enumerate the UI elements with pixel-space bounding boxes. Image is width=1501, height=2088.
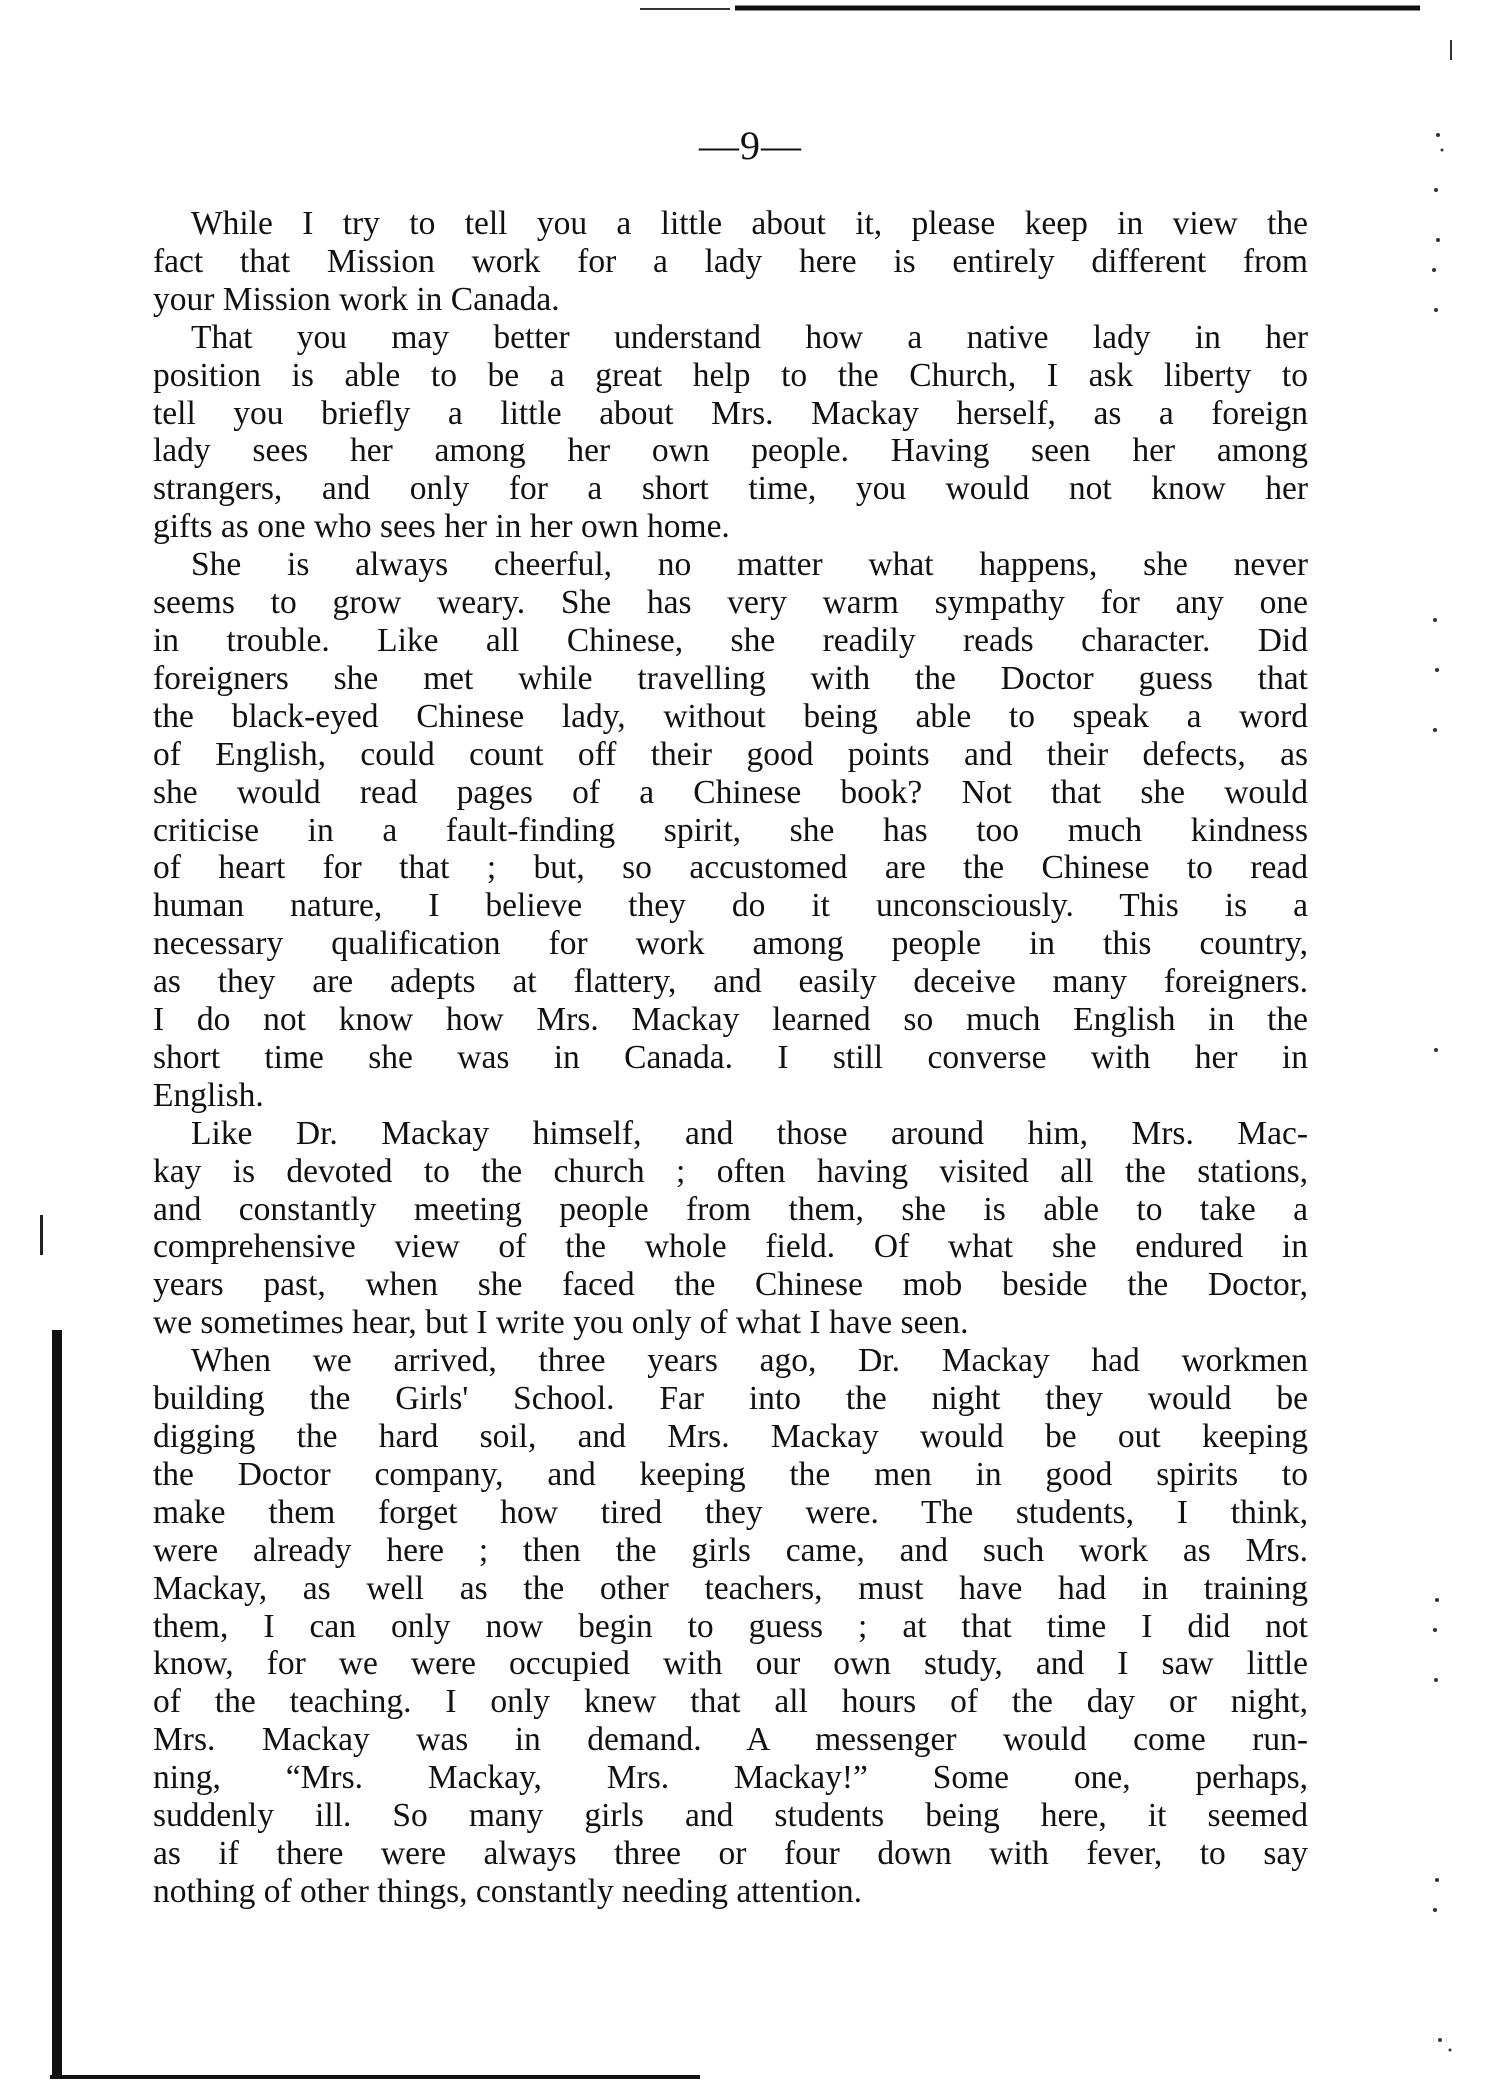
paragraph (153, 1115, 1308, 1342)
text-line: She is always cheerful, no matter what happens, she never (191, 546, 1308, 584)
text-line: comprehensive view of the whole field. Of what she endured in (153, 1228, 1308, 1266)
paragraph (153, 205, 1308, 319)
top-rule (640, 4, 1420, 12)
text-line: criticise in a fault-finding spirit, she has too much kindness (153, 811, 1308, 849)
text-line: Mackay, as well as the other teachers, must have had in training (153, 1569, 1308, 1607)
page-number: —9— (699, 123, 802, 168)
bottom-rule (50, 2072, 700, 2082)
text-line: building the Girls' School. Far into the night they would be (153, 1380, 1308, 1418)
margin-specks (1420, 40, 1500, 2080)
text-line: tell you briefly a little about Mrs. Mackay herself, as a foreign (153, 394, 1308, 432)
paragraph (153, 1342, 1308, 1911)
text-line: necessary qualification for work among people in this country, (153, 925, 1308, 963)
text-line: nothing of other things, constantly needing attention. (153, 1872, 862, 1910)
text-line: and constantly meeting people from them, she is able to take a (153, 1190, 1308, 1228)
text-line: lady sees her among her own people. Having seen her among (153, 432, 1308, 470)
text-line: When we arrived, three years ago, Dr. Mackay had workmen (191, 1342, 1308, 1380)
paragraph (153, 319, 1308, 546)
text-line: years past, when she faced the Chinese mob beside the Doctor, (153, 1266, 1308, 1304)
text-line: kay is devoted to the church ; often having visited all the stations, (153, 1152, 1308, 1190)
text-line: That you may better understand how a native lady in her (191, 318, 1308, 356)
margin-mark (40, 1215, 43, 1255)
text-line: seems to grow weary. She has very warm sympathy for any one (153, 584, 1308, 622)
text-line: of the teaching. I only knew that all hours of the day or night, (153, 1683, 1308, 1721)
text-line: as they are adepts at flattery, and easily deceive many foreigners. (153, 963, 1308, 1001)
text-line: Like Dr. Mackay himself, and those around him, Mrs. Mac- (191, 1114, 1308, 1152)
text-line: know, for we were occupied with our own study, and I saw little (153, 1645, 1308, 1683)
text-line: them, I can only now begin to guess ; at that time I did not (153, 1607, 1308, 1645)
text-line: short time she was in Canada. I still converse with her in (153, 1038, 1308, 1076)
text-line: I do not know how Mrs. Mackay learned so much English in the (153, 1001, 1308, 1039)
text-line: she would read pages of a Chinese book? Not that she would (153, 773, 1308, 811)
text-line: Mrs. Mackay was in demand. A messenger would come run- (153, 1721, 1308, 1759)
text-line: While I try to tell you a little about it, please keep in view the (191, 205, 1308, 242)
text-line: the black-eyed Chinese lady, without being able to speak a word (153, 697, 1308, 735)
text-line: as if there were always three or four down with fever, to say (153, 1834, 1308, 1872)
text-line: strangers, and only for a short time, you would not know her (153, 470, 1308, 508)
text-line: in trouble. Like all Chinese, she readily reads character. Did (153, 621, 1308, 659)
text-line: we sometimes hear, but I write you only of what I have seen. (153, 1304, 969, 1342)
text-line: gifts as one who sees her in her own home. (153, 508, 730, 546)
text-line: foreigners she met while travelling with the Doctor guess that (153, 659, 1308, 697)
text-line: were already here ; then the girls came, and such work as Mrs. (153, 1531, 1308, 1569)
text-line: digging the hard soil, and Mrs. Mackay would be out keeping (153, 1418, 1308, 1455)
text-line: ning, “Mrs. Mackay, Mrs. Mackay!” Some one, perhaps, (153, 1759, 1308, 1797)
text-line: your Mission work in Canada. (153, 280, 560, 318)
text-line: make them forget how tired they were. The students, I think, (153, 1493, 1308, 1531)
text-line: the Doctor company, and keeping the men in good spirits to (153, 1455, 1308, 1493)
text-line: human nature, I believe they do it unconsciously. This is a (153, 887, 1308, 925)
text-line: of heart for that ; but, so accustomed are the Chinese to read (153, 849, 1308, 887)
text-line: of English, could count off their good points and their defects, as (153, 735, 1308, 773)
paragraph (153, 546, 1308, 1115)
text-line: fact that Mission work for a lady here is entirely different from (153, 242, 1308, 280)
text-line: suddenly ill. So many girls and students being here, it seemed (153, 1797, 1308, 1835)
binding-edge (52, 1330, 62, 2075)
text-line: English. (153, 1076, 264, 1114)
text-line: position is able to be a great help to the Church, I ask liberty to (153, 356, 1308, 394)
body-text (153, 205, 1308, 1911)
